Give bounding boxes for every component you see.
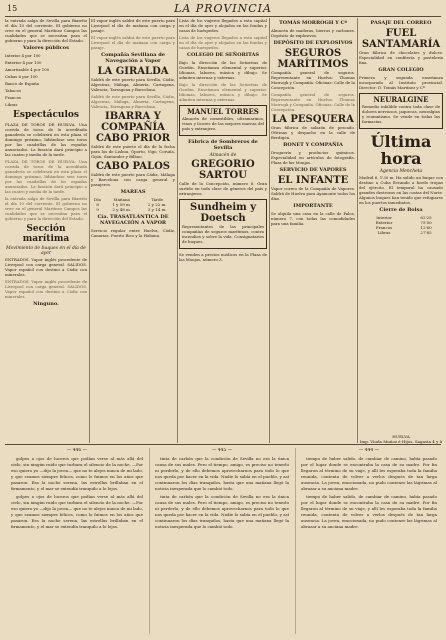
running-head bbox=[3, 2, 443, 16]
store-text: Calle de la Concepción, número 6. Gran surtido en toda clase de géneros del país y extranjeros. bbox=[179, 181, 267, 196]
page-bottom-rule bbox=[5, 444, 441, 445]
ship-text: Saldrá de este puerto para Sevilla, Cádiz, Algeciras, Málaga, Almería, Cartagena, Valencia, Tarragona y Barcelona. bbox=[91, 94, 175, 109]
table-row bbox=[91, 207, 175, 212]
advert-text: Almacén de comestibles, ultramarinos, vinos y licores de las mejores marcas del país y extranjero. bbox=[182, 116, 264, 131]
feuilleton-text: golpes a ojos de luceros que podían verse al más allá del cielo, sin ningún ruido que turbara el silencio de la noche. —Por eso quiero yo —dijo la joven— que no te alejes nunca de mi lado, y que seamos siempre felices, como lo fuimos en los años que pasaron. Era la noche serena, las estrellas brillaban en el firmamento, y el mar se extendía tranquilo a lo lejos. bbox=[11, 456, 143, 491]
tides-title: MAREAS bbox=[120, 189, 146, 195]
column-5 bbox=[359, 18, 443, 443]
table-cell: 1 y 59 m. bbox=[112, 202, 132, 207]
important-text: Se alquila una casa en la calle de Palos, número 7, con todas las comodidades para una familia. bbox=[271, 211, 355, 226]
column-2 bbox=[91, 18, 175, 443]
important-title: IMPORTANTE bbox=[293, 203, 333, 209]
sale-text: Se venden a precios módicos en la Plaza de las Monjas, número 3. bbox=[179, 252, 267, 262]
spectacles-text: la entrada salga de Sevilla para Biarritz el día 10 del corriente. El gobierno no cree en el general Martínez Campos las cualidades que se necesitan para el gobierno y para la dirección del Estado. bbox=[5, 196, 87, 221]
spectacles-text: PLAZA DE TOROS DE HUELVA. Una corrida de toros de la acreditada ganadería se celebrará en esta plaza el domingo próximo, lidiándose seis toros por las cuadrillas de los espadas anunciados. La función dará principio a las cuatro y media de la tarde. bbox=[5, 159, 87, 194]
tides-table bbox=[91, 197, 175, 212]
steamer-text: Vapor correo de la Compañía de Vapores. Saldrá de Huelva para Ayamonte todos los días. bbox=[271, 186, 355, 201]
feuilleton-text: tiempo de haber salido, de cambiar de camino, había pasado por el lugar donde se encontraba la casa de su madre. Por fin llegaron al término de su viaje, y allí les esperaba toda la familia reunida, contenta de volver a verlos después de tan larga ausencia. La joven, emocionada, no pudo contener las lágrimas al abrazar a su anciana madre. bbox=[301, 456, 437, 491]
ship-name: CABO PALOS bbox=[95, 161, 171, 172]
securities-item: Interior 4 por 100 bbox=[5, 53, 41, 58]
agency-name: Agencia Mencheta bbox=[379, 169, 423, 174]
college-title: COLEGIO DE SEÑORITAS bbox=[186, 52, 260, 58]
drugstore-title: BONET Y COMPAÑÍA bbox=[283, 142, 343, 148]
travellers-text: Lista de los viajeros llegados a esta capital en el día de ayer y alojados en las fondas y casas de huéspedes. bbox=[179, 35, 267, 50]
feuilleton-divider bbox=[295, 448, 296, 634]
table-cell: Libras bbox=[377, 230, 391, 235]
newspaper-page bbox=[3, 0, 443, 640]
feuilleton-page-number: — 446 — bbox=[66, 448, 88, 453]
table-cell: 8 bbox=[96, 202, 99, 207]
hat-factory-title: Fábrica de Sombreros de Sevilla bbox=[188, 139, 258, 151]
table-cell: 3 y 14 m. bbox=[147, 207, 167, 212]
shipping-notice: El vapor inglés saldrá de este puerto para Liverpool el día de mañana con carga y pasaje. bbox=[91, 35, 175, 50]
maritime-text: ENTRADOS. Vapor inglés procedente de Liverpool con carga general. SALIDOS. Vapor español con destino a Cádiz con minerales. bbox=[5, 257, 87, 277]
college-text: Bajo la dirección de las Señoritas de Gordón. Enseñanza elemental y superior. Idiomas, labores, música y dibujo. Se admiten internas y externas. bbox=[179, 82, 267, 102]
ship-text: Saldrá de este puerto el día de la fecha para los de Lisboa, Oporto, Vigo, Coruña, Gijón, Santander y Bilbao. bbox=[91, 144, 175, 159]
advert-box bbox=[179, 105, 267, 136]
feuilleton-divider bbox=[149, 448, 150, 634]
table-cell: 2 y 22 m. bbox=[147, 202, 167, 207]
intro-text: la entrada salga de Sevilla para Biarritz el día 10 del corriente. El gobierno no cree en el general Martínez Campos las cualidades que se necesitan para el gobierno y para la dirección del Estado. bbox=[5, 18, 87, 43]
table-cell: Francos bbox=[375, 225, 393, 230]
feuilleton-page-number: — 444 — bbox=[358, 448, 380, 453]
table-cell: 2 y 48 m. bbox=[112, 207, 132, 212]
feuilleton-text: golpes a ojos de luceros que podían verse al más allá del cielo, sin ningún ruido que turbara el silencio de la noche. —Por eso quiero yo —dijo la joven— que no te alejes nunca de mi lado, y que seamos siempre felices, como lo fuimos en los años que pasaron. Era la noche serena, las estrellas brillaban en el firmamento, y el mar se extendía tranquilo a lo lejos. bbox=[11, 494, 143, 529]
feuilleton-page-2 bbox=[155, 448, 289, 634]
insurance-text: Compañía general de seguros. Representante en Huelva: Thomas Morrogh y Compañía. Oficinas: Calle de la Concepción. bbox=[271, 70, 355, 90]
table-cell: Exterior bbox=[375, 220, 393, 225]
column-divider bbox=[177, 18, 178, 443]
passage-title: PASAJE DEL CORREO bbox=[370, 20, 432, 26]
company-title: Compañía Sevillana de Navegación a Vapor bbox=[101, 52, 165, 64]
feuilleton-text: tinta de carbón que la condición de Sevilla no era la única causa de sus males. Pero el tiempo, amigo, es preciso no tenerlo ni perderlo, y de ello debemos aprovecharnos para todo lo que nos queda por hacer en la vida. Nadie lo sabía en el pueblo, y así continuaron los días tranquilos, hasta que una mañana llegó la noticia inesperada que lo cambió todo. bbox=[155, 456, 289, 491]
feuilleton-page-1 bbox=[11, 448, 143, 634]
column-divider bbox=[269, 18, 270, 443]
drugstore-text: Droguería y productos químicos. Especialidad en artículos de fotografía. Plaza de las Monjas. bbox=[271, 150, 355, 165]
securities-item: Cubas 6 por 100 bbox=[5, 74, 38, 79]
page-number: 15 bbox=[7, 4, 18, 13]
last-hour-text: Madrid 6, 1'30 m. Ha salido un buque con destino a Cuba llevando a bordo tropas del ejército. El temporal ha causado grandes destrozos en las costas del Norte. Algunos buques han tenido que refugiarse en los puertos inmediatos. bbox=[359, 175, 443, 205]
table-header: Día bbox=[94, 197, 101, 202]
fishery-title: LA PESQUERA bbox=[272, 114, 354, 125]
maritime-subheading: Movimiento de buques en el día de ayer bbox=[6, 246, 86, 256]
header-rule bbox=[5, 16, 441, 17]
column-1 bbox=[5, 18, 87, 443]
shop-text: Almacén de maderas, hierros y carbones. Depósito de explosivos. bbox=[271, 28, 355, 38]
factory-text: Gran fábrica de chocolates y dulces. Especialidad en confitería y pastelería fina. bbox=[359, 50, 443, 65]
maritime-heading: Sección marítima bbox=[22, 224, 70, 244]
maritime-footer: Ninguno. bbox=[33, 301, 59, 307]
steamer-name: EL INFANTE bbox=[277, 175, 349, 186]
advert-text: Representantes de las principales compañías de seguros marítimos, contra incendios y sobre la vida. Consignatarios de buques. bbox=[182, 224, 264, 244]
last-hour-heading: Última hora bbox=[370, 132, 432, 168]
ship-name: CABO PRIOR bbox=[95, 133, 171, 144]
stock-table bbox=[359, 215, 443, 235]
column-3 bbox=[179, 18, 267, 443]
column-divider bbox=[357, 18, 358, 443]
fishery-text: Gran fábrica de salazón de pescado. Oficinas y despacho en la calle de Berdigón. bbox=[271, 125, 355, 140]
table-cell: 9 bbox=[96, 207, 99, 212]
column-divider bbox=[89, 18, 90, 443]
ship-name: LA GIRALDA bbox=[97, 66, 169, 77]
advert-title: NEURALGINE bbox=[373, 95, 429, 104]
table-row bbox=[359, 230, 443, 235]
company2-title: Cía. TRASATLÁNTICA DE NAVEGACIÓN A VAPOR bbox=[97, 214, 169, 226]
table-header: Tarde bbox=[151, 197, 164, 202]
securities-item: Libras bbox=[5, 102, 18, 107]
ibarra-title: IBARRA Y COMPAÑÍA bbox=[101, 111, 165, 133]
spectacles-text: PLAZA DE TOROS DE HUELVA. Una corrida de toros de la acreditada ganadería se celebrará en esta plaza el domingo próximo, lidiándose seis toros por las cuadrillas de los espadas anunciados. La función dará principio a las cuatro y media de la tarde. bbox=[5, 122, 87, 157]
securities-item: Francos bbox=[5, 95, 21, 100]
advert-text: Remedio infalible contra toda clase de dolores nerviosos, jaquecas, neuralgias y reumatismo. Se vende en todas las farmacias. bbox=[362, 104, 440, 124]
feuilleton-text: tinta de carbón que la condición de Sevilla no era la única causa de sus males. Pero el tiempo, amigo, es preciso no tenerlo ni perderlo, y de ello debemos aprovecharnos para todo lo que nos queda por hacer en la vida. Nadie lo sabía en el pueblo, y así continuaron los días tranquilos, hasta que una mañana llegó la noticia inesperada que lo cambió todo. bbox=[155, 494, 289, 529]
securities-title: Valores públicos bbox=[23, 45, 69, 51]
newspaper-title: LA PROVINCIA bbox=[174, 2, 272, 15]
table-cell: 27'85 bbox=[420, 230, 432, 235]
stock-close-title: Cierre de Bolsa bbox=[379, 207, 423, 213]
shipping-notice: El vapor inglés saldrá de este puerto para Liverpool el día de mañana con carga y pasaje. bbox=[91, 18, 175, 33]
company2-text: Servicio regular entre Huelva, Cádiz, Canarias, Puerto Rico y la Habana. bbox=[91, 228, 175, 238]
spectacles-heading: Espectáculos bbox=[13, 110, 79, 120]
table-cell: 75'50 bbox=[420, 220, 432, 225]
advert-title: Sundheim y Doetsch bbox=[189, 202, 257, 224]
feuilleton-page-number: — 445 — bbox=[211, 448, 233, 453]
explosives-title: DEPÓSITO DE EXPLOSIVOS bbox=[273, 40, 353, 46]
securities-item: Banco de España bbox=[5, 81, 39, 86]
advert-box bbox=[179, 199, 267, 249]
factory-title: FUEL SANTAMARÍA bbox=[361, 28, 441, 50]
insurance-title: SEGUROS MARÍTIMOS bbox=[277, 48, 349, 70]
store-name: GREGORIO SARTOU bbox=[191, 159, 255, 181]
securities-item: Tabacos bbox=[5, 88, 21, 93]
table-cell: 62'25 bbox=[420, 215, 432, 220]
table-cell: Interior bbox=[376, 215, 392, 220]
table-header: Mañana bbox=[113, 197, 130, 202]
printer-city: HUELVA bbox=[392, 434, 410, 439]
insurance-text: Compañía general de seguros. Representante en Huelva: Thomas Morrogh y Compañía. Oficinas: Calle de la Concepción. bbox=[271, 92, 355, 112]
steamer-service-title: SERVICIO DE VAPORES bbox=[279, 167, 347, 173]
maritime-text: ENTRADOS. Vapor inglés procedente de Liverpool con carga general. SALIDOS. Vapor español con destino a Cádiz con minerales. bbox=[5, 279, 87, 299]
table-cell: 12'60 bbox=[420, 225, 432, 230]
advert-box bbox=[359, 93, 443, 129]
advert-title: MANUEL TORRES bbox=[187, 107, 259, 116]
ship-text: Saldrá de este puerto para Cádiz, Málaga y Barcelona con carga general y pasajeros. bbox=[91, 172, 175, 187]
store-label: Almacén de bbox=[209, 153, 237, 158]
ship-text: Saldrá de este puerto para Sevilla, Cádiz, Algeciras, Málaga, Almería, Cartagena, Valencia, Tarragona y Barcelona. bbox=[91, 77, 175, 92]
feuilleton-text: tiempo de haber salido, de cambiar de camino, había pasado por el lugar donde se encontraba la casa de su madre. Por fin llegaron al término de su viaje, y allí les esperaba toda la familia reunida, contenta de volver a verlos después de tan larga ausencia. La joven, emocionada, no pudo contener las lágrimas al abrazar a su anciana madre. bbox=[301, 494, 437, 529]
securities-item: Exterior 4 por 100 bbox=[5, 60, 42, 65]
shop-title: TOMÁS MORROGH Y Cª bbox=[279, 20, 347, 26]
printer-imprint bbox=[359, 434, 443, 444]
feuilleton-page-3 bbox=[301, 448, 437, 634]
securities-item: Amortizable 4 por 100 bbox=[5, 67, 50, 72]
travellers-text: Lista de los viajeros llegados a esta capital en el día de ayer y alojados en las fondas y casas de huéspedes. bbox=[179, 18, 267, 33]
college2-title: GRAN COLEGIO bbox=[378, 67, 424, 73]
printer-name: Imp. Viuda Muñoz é Hijos, Sagasta 4 y 6 bbox=[359, 439, 443, 444]
college2-text: Primera y segunda enseñanza incorporado al Instituto provincial. Director: D. Tomás Martínez y Cª bbox=[359, 75, 443, 90]
column-4 bbox=[271, 18, 355, 443]
college-text: Bajo la dirección de las Señoritas de Gordón. Enseñanza elemental y superior. Idiomas, labores, música y dibujo. Se admiten internas y externas. bbox=[179, 60, 267, 80]
